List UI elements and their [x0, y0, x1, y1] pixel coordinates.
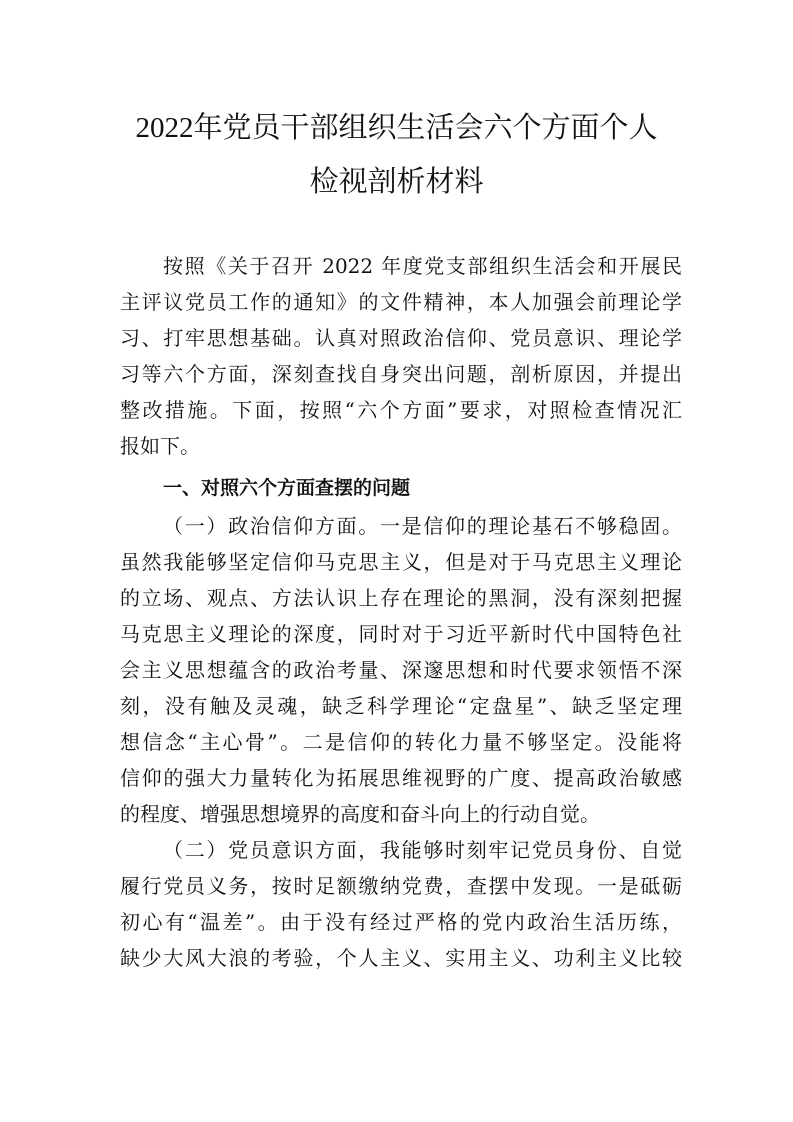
document-body: [120, 248, 682, 976]
text-line: 报如下。: [120, 434, 200, 458]
text-line: 虽然我能够坚定信仰马克思主义，但是对于马克思主义理论: [120, 550, 682, 574]
text-line: （一）政治信仰方面。一是信仰的理论基石不够稳固。: [163, 514, 682, 538]
document-title-line-2: 检视剖析材料: [309, 166, 484, 198]
paragraph: [120, 832, 682, 976]
text-line: （二）党员意识方面，我能够时刻牢记党员身份、自觉: [163, 838, 682, 862]
document-title-line-1: 2022年党员干部组织生活会六个方面个人: [135, 112, 658, 144]
text-line: 信仰的强大力量转化为拓展思维视野的广度、提高政治敏感: [120, 766, 682, 790]
text-line: 的程度、增强思想境界的高度和奋斗向上的行动自觉。: [120, 802, 600, 826]
text-line: 会主义思想蕴含的政治考量、深邃思想和时代要求领悟不深: [120, 658, 682, 682]
text-line: 初心有“温差”。由于没有经过严格的党内政治生活历练，: [120, 910, 682, 934]
text-line: 想信念“主心骨”。二是信仰的转化力量不够坚定。没能将: [120, 730, 682, 754]
paragraph: [120, 508, 682, 832]
paragraph: [120, 248, 682, 464]
text-line: 习等六个方面，深刻查找自身突出问题，剖析原因，并提出: [120, 362, 682, 386]
text-line: 履行党员义务，按时足额缴纳党费，查摆中发现。一是砥砺: [120, 874, 682, 898]
section-heading: 一、对照六个方面查摆的问题: [163, 477, 411, 499]
text-line: 的立场、观点、方法认识上存在理论的黑洞，没有深刻把握: [120, 586, 682, 610]
text-line: 习、打牢思想基础。认真对照政治信仰、党员意识、理论学: [120, 326, 682, 350]
text-line: 刻，没有触及灵魂，缺乏科学理论“定盘星”、缺乏坚定理: [120, 694, 682, 718]
text-line: 缺少大风大浪的考验，个人主义、实用主义、功利主义比较: [120, 946, 682, 970]
text-line: 整改措施。下面，按照“六个方面”要求，对照检查情况汇: [120, 398, 682, 422]
text-line: 马克思主义理论的深度，同时对于习近平新时代中国特色社: [120, 622, 682, 646]
text-line: 按照《关于召开 2022 年度党支部组织生活会和开展民: [163, 254, 682, 278]
text-line: 主评议党员工作的通知》的文件精神，本人加强会前理论学: [120, 290, 682, 314]
